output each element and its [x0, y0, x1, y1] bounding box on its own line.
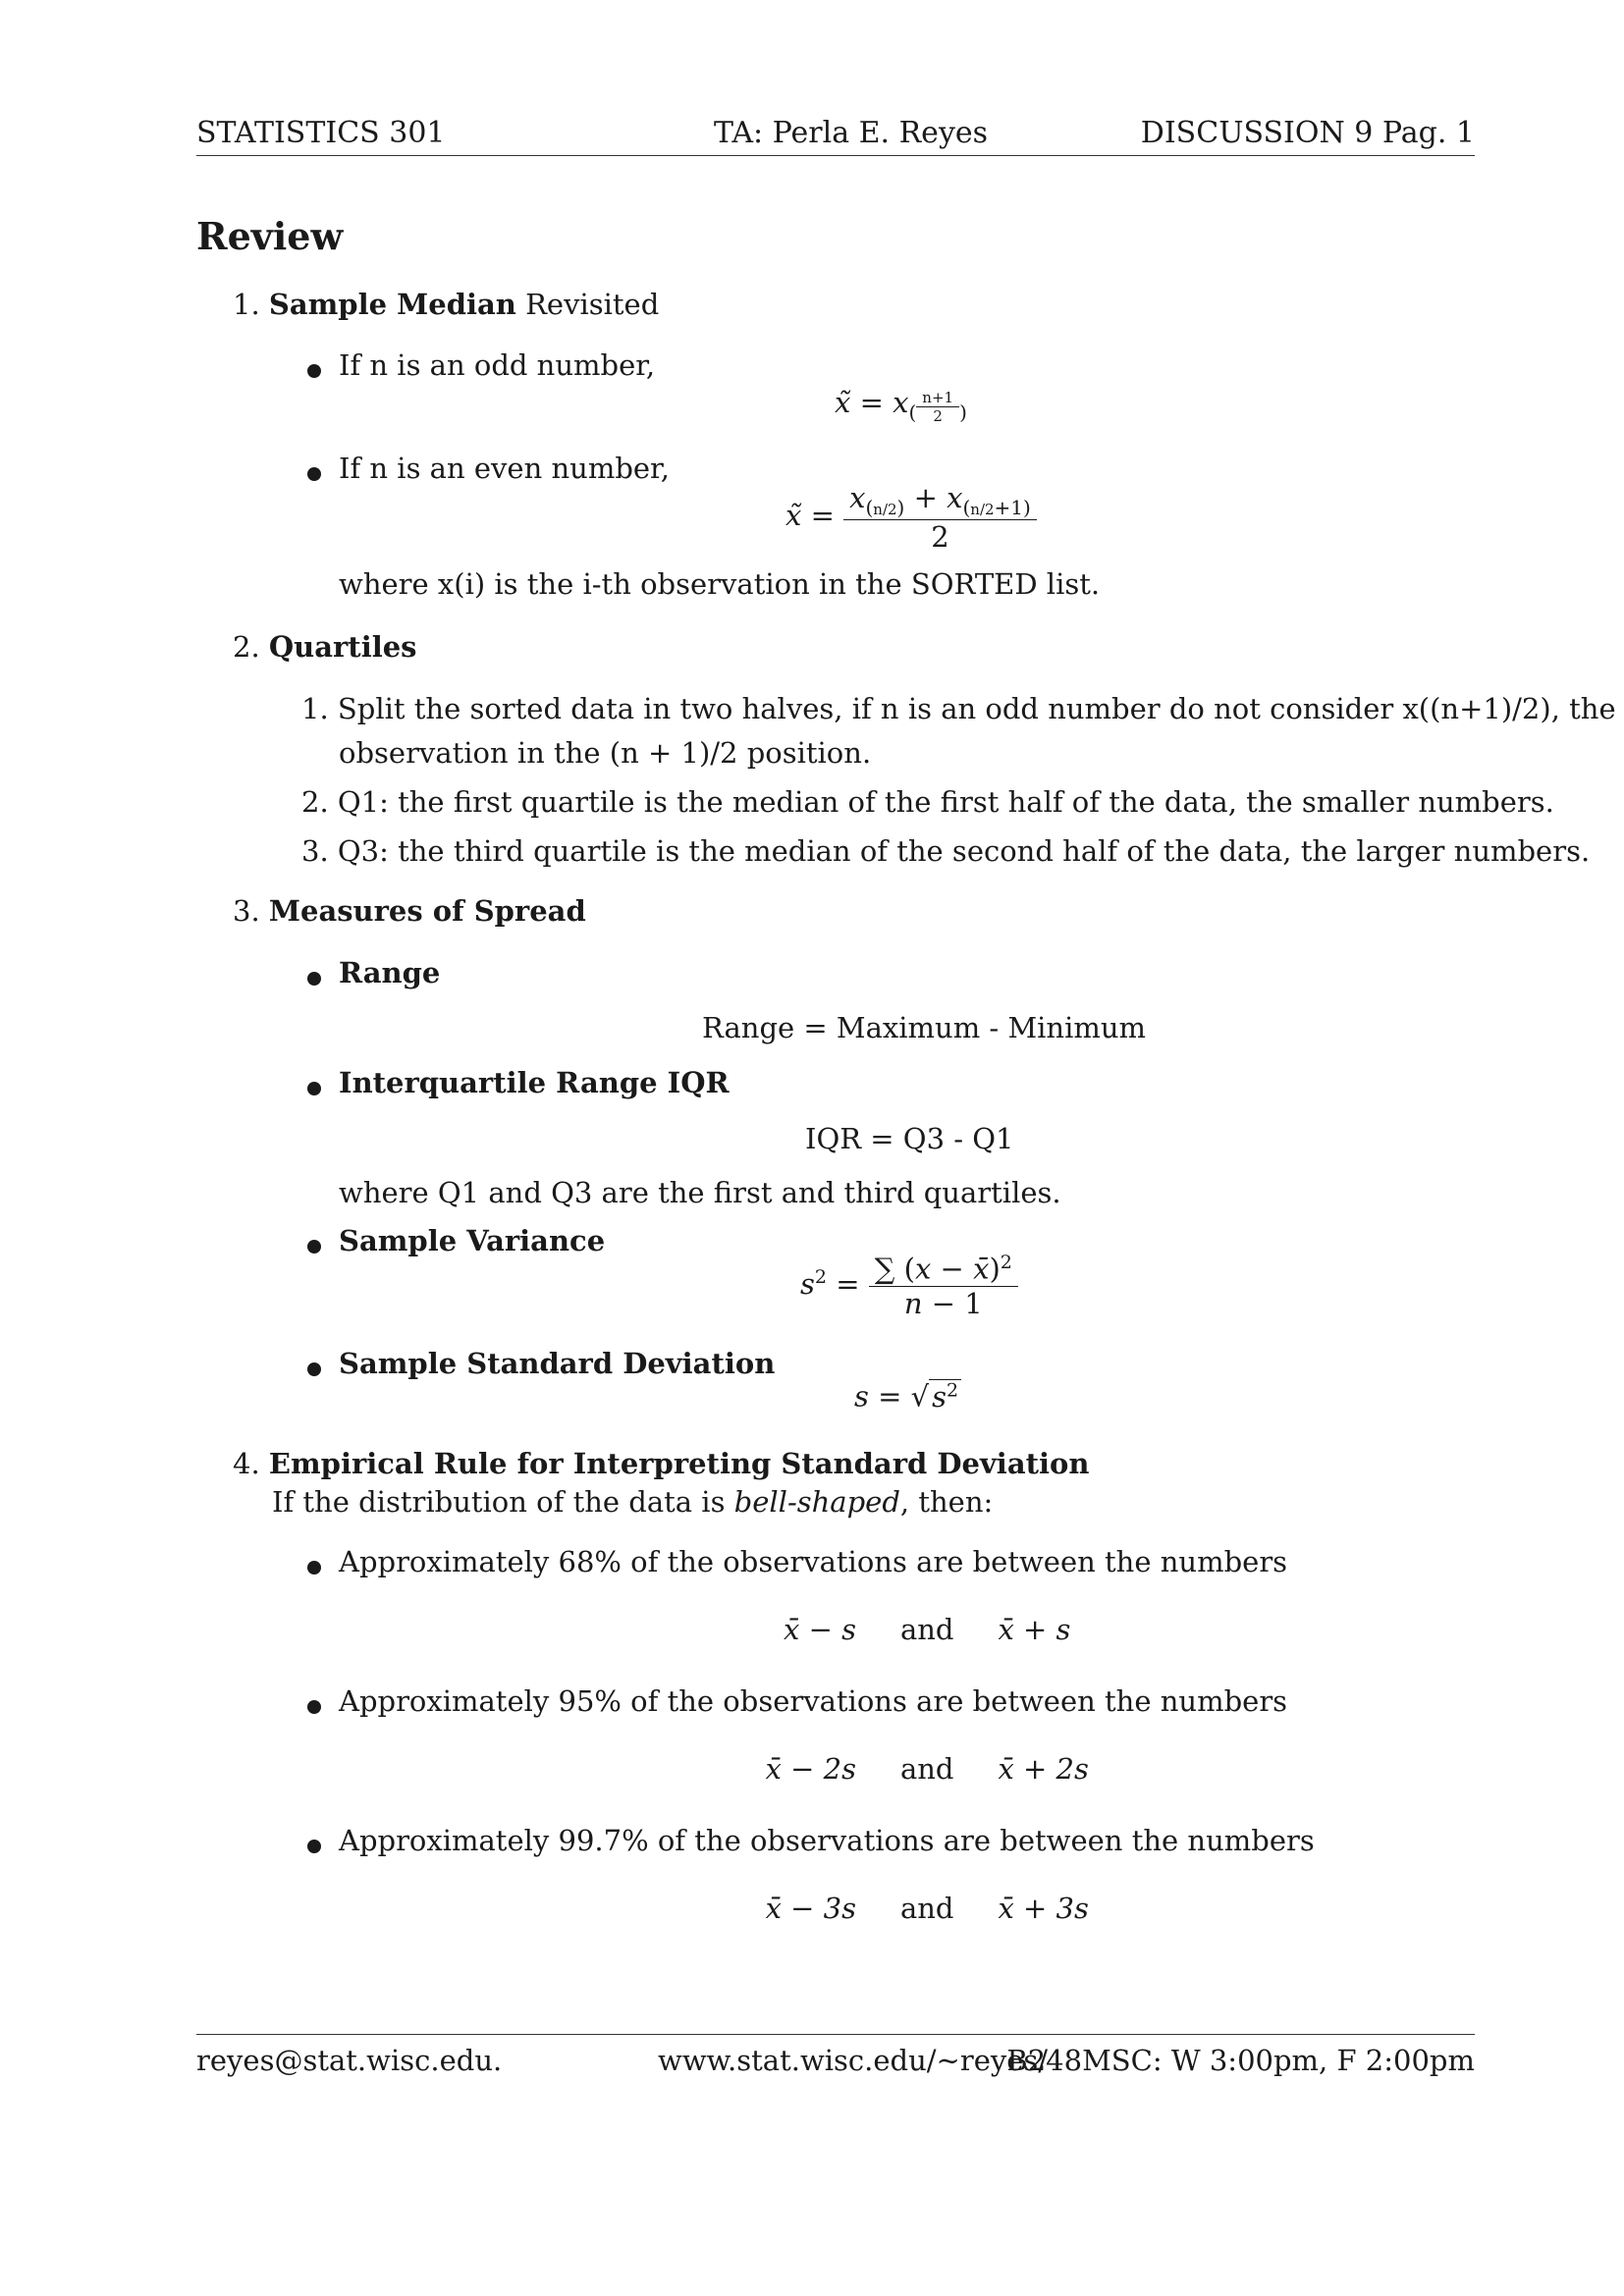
footer-url: www.stat.wisc.edu/∼reyes/ — [658, 2044, 1049, 2077]
iqr-where-note: where Q1 and Q3 are the first and third quartiles. — [339, 1176, 1061, 1209]
median-odd-label: If n is an odd number, — [339, 348, 656, 382]
bullet-icon — [307, 1700, 321, 1714]
rule-997-text: Approximately 99.7% of the observations are between the numbers — [339, 1824, 1315, 1857]
bullet-icon — [307, 1561, 321, 1575]
rule-95-text: Approximately 95% of the observations are between the numbers — [339, 1684, 1288, 1718]
iqr-formula: IQR = Q3 - Q1 — [805, 1122, 1014, 1155]
item-2-heading: 2. Quartiles — [233, 630, 417, 664]
iqr-label: Interquartile Range IQR — [339, 1066, 730, 1099]
bullet-icon — [307, 1362, 321, 1376]
item-1-heading: 1. Sample Median Revisited — [233, 288, 660, 321]
footer-email: reyes@stat.wisc.edu. — [196, 2044, 503, 2077]
rule-95-bounds: x̄ − 2s and x̄ + 2s — [765, 1752, 1089, 1786]
variance-label: Sample Variance — [339, 1224, 606, 1257]
std-dev-label: Sample Standard Deviation — [339, 1347, 776, 1380]
quartile-step-2: 2. Q1: the first quartile is the median of the first half of the data, the smaller numbers. — [301, 785, 1554, 819]
header-course: STATISTICS 301 — [196, 116, 446, 150]
std-dev-formula: s = √ $s^2$ — [854, 1379, 961, 1414]
item-3-title: Measures of Spread — [268, 894, 586, 928]
footer-office-hours: B248MSC: W 3:00pm, F 2:00pm — [1006, 2044, 1475, 2077]
bullet-icon — [307, 1082, 321, 1095]
median-even-label: If n is an even number, — [339, 452, 670, 485]
header-page: DISCUSSION 9 Pag. 1 — [1140, 116, 1475, 150]
quartile-step-1: 1. Split the sorted data in two halves, if n is an odd number do not consider x((n+1)/2), the — [301, 692, 1616, 725]
median-even-formula: x̃ = $\frac{x_{(n/2)} + x_{(n/2+1)}}{2}$ — [785, 481, 1037, 554]
item-3-heading: 3. Measures of Spread — [233, 894, 586, 928]
item-1-title: Sample Median — [268, 288, 516, 321]
rule-68-bounds: x̄ − s and x̄ + s — [784, 1613, 1071, 1646]
range-formula: Range = Maximum - Minimum — [702, 1011, 1147, 1044]
header-rule — [196, 155, 1475, 156]
median-odd-formula: x̃ = $x_{( \frac{n+1}{2} )}$ — [835, 386, 967, 425]
rule-68-text: Approximately 68% of the observations are between the numbers — [339, 1545, 1288, 1578]
footer-rule — [196, 2034, 1475, 2035]
median-where-note: where x(i) is the i-th observation in the SORTED list. — [339, 567, 1101, 601]
bullet-icon — [307, 1840, 321, 1853]
header-ta: TA: Perla E. Reyes — [714, 116, 989, 150]
quartile-step-1-cont: observation in the (n + 1)/2 position. — [339, 736, 872, 770]
bullet-icon — [307, 467, 321, 481]
rule-997-bounds: x̄ − 3s and x̄ + 3s — [765, 1892, 1089, 1925]
item-2-title: Quartiles — [268, 630, 417, 664]
section-title: Review — [196, 214, 344, 258]
variance-formula: $s^2$ = $\frac{\sum (x - x̄)^2}{n - 1}$ — [800, 1252, 1018, 1320]
empirical-intro: If the distribution of the data is bell-shaped, then: — [272, 1485, 994, 1519]
bullet-icon — [307, 972, 321, 986]
bullet-icon — [307, 364, 321, 378]
item-4-title: Empirical Rule for Interpreting Standard Deviation — [268, 1447, 1090, 1480]
item-4-heading: 4. Empirical Rule for Interpreting Standard Deviation — [233, 1447, 1090, 1480]
quartile-step-3: 3. Q3: the third quartile is the median of the second half of the data, the larger numbers. — [301, 834, 1591, 868]
bullet-icon — [307, 1240, 321, 1254]
range-label: Range — [339, 956, 441, 989]
